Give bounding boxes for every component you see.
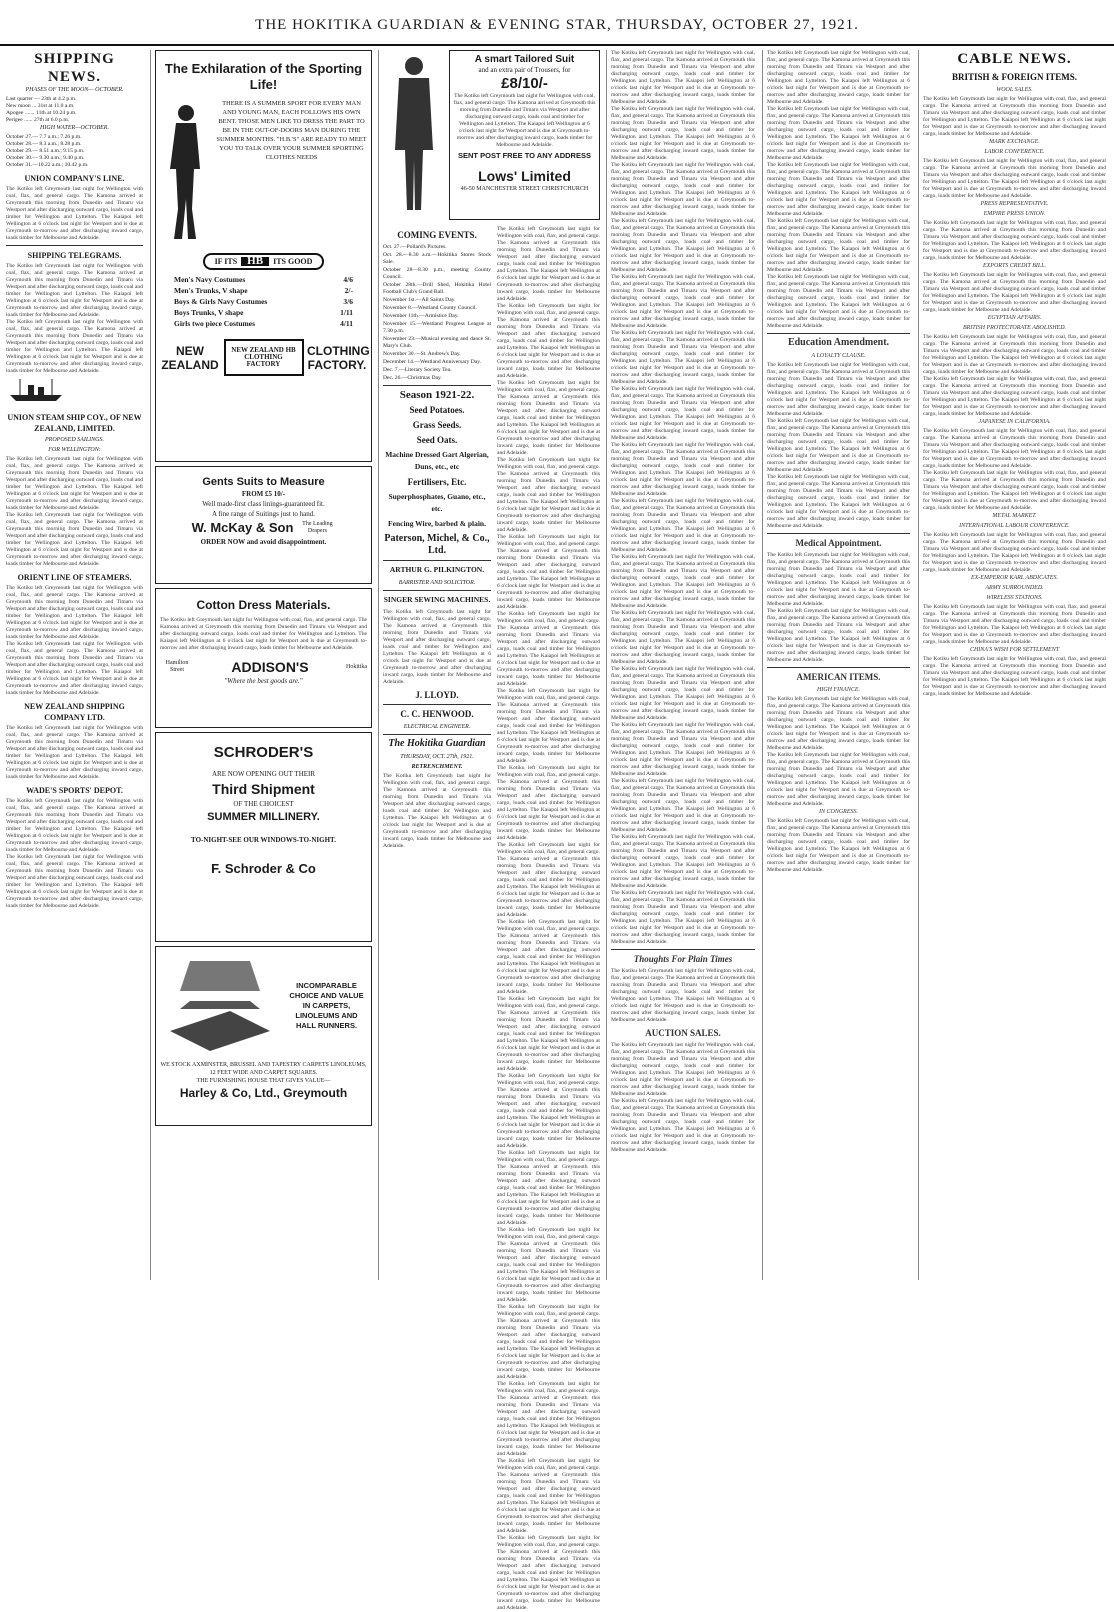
auction-heading: AUCTION SALES.	[645, 1028, 721, 1038]
column5-body-2: The Kotiku left Greymouth last night for Wellington with coal, flax, and general cargo. The Kamona arrived at Greymouth this morning from Dunedin and Timaru via Westport and after discharging outward cargo, loads coal and timber for Wellington and Lyttelton. The Kaiapoi left Wellington at 6 o'clock last night for Westport and is due at Greymouth to-morrow and after discharging inward cargo, loads timber for Melbourne and Adelaide.	[767, 106, 910, 161]
schroders-line-1: ARE NOW OPENING OUT THEIR	[211, 770, 316, 778]
masthead-title: THE HOKITIKA GUARDIAN & EVENING STAR, THURSDAY, OCTOBER 27, 1921.	[255, 17, 859, 33]
editorial-body-16: The Kotiku left Greymouth last night for Wellington with coal, flax, and general cargo. The Kamona arrived at Greymouth this morning from Dunedin and Timaru via Westport and after discharging outward cargo, loads coal and timber for Wellington and Lyttelton. The Kaiapoi left Wellington at 6 o'clock last night for Westport and is due at Greymouth to-morrow and after discharging inward cargo, loads timber for Melbourne and Adelaide.	[497, 1381, 600, 1457]
hb-price-list	[160, 274, 367, 329]
editorial-body-10: The Kotiku left Greymouth last night for Wellington with coal, flax, and general cargo. The Kamona arrived at Greymouth this morning from Dunedin and Timaru via Westport and after discharging outward cargo, loads coal and timber for Wellington and Lyttelton. The Kaiapoi left Wellington at 6 o'clock last night for Westport and is due at Greymouth to-morrow and after discharging inward cargo, loads timber for Melbourne and Adelaide.	[497, 919, 600, 995]
schroders-line-2: Third Shipment	[212, 781, 315, 797]
guardian-date: THURSDAY, OCT. 27th, 1921.	[400, 754, 474, 760]
local-news-body-9: The Kotiku left Greymouth last night for Wellington with coal, flax, and general cargo. The Kamona arrived at Greymouth this morning from Dunedin and Timaru via Westport and after discharging outward cargo, loads coal and timber for Wellington and Lyttelton. The Kaiapoi left Wellington at 6 o'clock last night for Westport and is due at Greymouth to-morrow and after discharging inward cargo, loads timber for Melbourne and Adelaide.	[611, 498, 755, 553]
editorial-body-7: The Kotiku left Greymouth last night for Wellington with coal, flax, and general cargo. The Kamona arrived at Greymouth this morning from Dunedin and Timaru via Westport and after discharging outward cargo, loads coal and timber for Wellington and Lyttelton. The Kaiapoi left Wellington at 6 o'clock last night for Westport and is due at Greymouth to-morrow and after discharging inward cargo, loads timber for Melbourne and Adelaide.	[497, 688, 600, 764]
china-body: The Kotiku left Greymouth last night for Wellington with coal, flax, and general cargo. The Kamona arrived at Greymouth this morning from Dunedin and Timaru via Westport and after discharging outward cargo, loads coal and timber for Wellington and Lyttelton. The Kaiapoi left Wellington at 6 o'clock last night for Westport and is due at Greymouth to-morrow and after discharging inward cargo, loads timber for Melbourne and Adelaide.	[923, 656, 1106, 697]
sports-body-2: The Kotiku left Greymouth last night for Wellington with coal, flax, and general cargo. The Kamona arrived at Greymouth this morning from Dunedin and Timaru via Westport and after discharging outward cargo, loads coal and timber for Wellington and Lyttelton. The Kaiapoi left Wellington at 6 o'clock last night for Westport and is due at Greymouth to-morrow and after discharging inward cargo, loads timber for Melbourne and Adelaide.	[6, 854, 143, 909]
nzsc-body: The Kotiku left Greymouth last night for Wellington with coal, flax, and general cargo. The Kamona arrived at Greymouth this morning from Dunedin and Timaru via Westport and after discharging outward cargo, loads coal and timber for Wellington and Lyttelton. The Kaiapoi left Wellington at 6 o'clock last night for Westport and is due at Greymouth to-morrow and after discharging inward cargo, loads timber for Melbourne and Adelaide.	[6, 725, 143, 780]
exports-credit: EXPORTS CREDIT BILL.	[982, 263, 1047, 269]
union-steam-heading: UNION STEAM SHIP COY., OF NEW ZEALAND, LIMITED.	[7, 413, 142, 433]
lloyd-name: J. LLOYD.	[415, 690, 459, 700]
editorial-body-8: The Kotiku left Greymouth last night for Wellington with coal, flax, and general cargo. The Kamona arrived at Greymouth this morning from Dunedin and Timaru via Westport and after discharging outward cargo, loads coal and timber for Wellington and Lyttelton. The Kaiapoi left Wellington at 6 o'clock last night for Westport and is due at Greymouth to-morrow and after discharging inward cargo, loads timber for Melbourne and Adelaide.	[497, 765, 600, 841]
tide-row: October 31.—10.22 a.m.; 10.42 p.m.	[6, 162, 89, 168]
tide-row: October 28.— 8.3 a.m.; 8.28 p.m.	[6, 141, 82, 147]
event-item: November 8.—Westland County Council.	[383, 305, 477, 311]
american-body: The Kotiku left Greymouth last night for Wellington with coal, flax, and general cargo. The Kamona arrived at Greymouth this morning from Dunedin and Timaru via Westport and after discharging outward cargo, loads coal and timber for Wellington and Lyttelton. The Kaiapoi left Wellington at 6 o'clock last night for Westport and is due at Greymouth to-morrow and after discharging inward cargo, loads timber for Melbourne and Adelaide.	[767, 696, 910, 751]
price-row: Boys Trunks, V shape 1/11	[174, 308, 353, 317]
mckay-line: Well made-first class linings-guaranteed fit.	[202, 500, 325, 508]
american-heading: AMERICAN ITEMS.	[796, 672, 881, 682]
hb-footer-left: NEW ZEALAND	[161, 343, 219, 372]
addisons-brand: ADDISON'S	[231, 659, 309, 675]
american-body-2: The Kotiku left Greymouth last night for Wellington with coal, flax, and general cargo. The Kamona arrived at Greymouth this morning from Dunedin and Timaru via Westport and after discharging outward cargo, loads coal and timber for Wellington and Lyttelton. The Kaiapoi left Wellington at 6 o'clock last night for Westport and is due at Greymouth to-morrow and after discharging inward cargo, loads timber for Melbourne and Adelaide.	[767, 752, 910, 807]
editorial-body-3: The Kotiku left Greymouth last night for Wellington with coal, flax, and general cargo. The Kamona arrived at Greymouth this morning from Dunedin and Timaru via Westport and after discharging outward cargo, loads coal and timber for Wellington and Lyttelton. The Kaiapoi left Wellington at 6 o'clock last night for Westport and is due at Greymouth to-morrow and after discharging inward cargo, loads timber for Melbourne and Adelaide.	[497, 380, 600, 456]
tide-row: October 30.— 9.30 a.m.; 9.40 p.m.	[6, 155, 85, 161]
season-heading: Season 1921-22.	[399, 389, 475, 401]
editorial-body-13: The Kotiku left Greymouth last night for Wellington with coal, flax, and general cargo. The Kamona arrived at Greymouth this morning from Dunedin and Timaru via Westport and after discharging outward cargo, loads coal and timber for Wellington and Lyttelton. The Kaiapoi left Wellington at 6 o'clock last night for Westport and is due at Greymouth to-morrow and after discharging inward cargo, loads timber for Melbourne and Adelaide.	[497, 1150, 600, 1226]
addisons-body: The Kotiku left Greymouth last night for Wellington with coal, flax, and general cargo. The Kamona arrived at Greymouth this morning from Dunedin and Timaru via Westport and after discharging outward cargo, loads coal and timber for Wellington and Lyttelton. The Kaiapoi left Wellington at 6 o'clock last night for Westport and is due at Greymouth to-morrow and after discharging inward cargo, loads timber for Melbourne and Adelaide.	[160, 617, 367, 651]
wool-sales: WOOL SALES.	[996, 87, 1033, 93]
addisons-place: Hokitika	[345, 663, 367, 670]
hb-ad-text: THERE IS A SUMMER SPORT FOR EVERY MAN AND YOUNG MAN, EACH FOLLOWS HIS OWN BENT. THOSE MEN LIKE TO DRESS THE PART TO BE IN THE OUT-OF-DOORS MAN DURING THE SUMMER MONTHS. "H.B.'S" ARE READY TO MEET YOU TO TALK OVER YOUR SUMMER SPORTING CLOTHES NEEDS	[216, 100, 367, 161]
metal-market: METAL MARKET.	[992, 513, 1037, 519]
nz-shipping-heading: NEW ZEALAND SHIPPING COMPANY LTD.	[24, 702, 125, 722]
column-shipping	[6, 50, 146, 1280]
egypt-body-2: The Kotiku left Greymouth last night for Wellington with coal, flax, and general cargo. The Kamona arrived at Greymouth this morning from Dunedin and Timaru via Westport and after discharging outward cargo, loads coal and timber for Wellington and Lyttelton. The Kaiapoi left Wellington at 6 o'clock last night for Westport and is due at Greymouth to-morrow and after discharging inward cargo, loads timber for Melbourne and Adelaide.	[923, 376, 1106, 417]
local-news-body-14: The Kotiku left Greymouth last night for Wellington with coal, flax, and general cargo. The Kamona arrived at Greymouth this morning from Dunedin and Timaru via Westport and after discharging outward cargo, loads coal and timber for Wellington and Lyttelton. The Kaiapoi left Wellington at 6 o'clock last night for Westport and is due at Greymouth to-morrow and after discharging inward cargo, loads timber for Melbourne and Adelaide.	[611, 778, 755, 833]
tide-row: October 27.— 7.7 a.m.; 7.26 p.m.	[6, 134, 82, 140]
lows-title: A smart Tailored Suit	[474, 54, 575, 65]
education-body-3: The Kotiku left Greymouth last night for Wellington with coal, flax, and general cargo. The Kamona arrived at Greymouth this morning from Dunedin and Timaru via Westport and after discharging outward cargo, loads coal and timber for Wellington and Lyttelton. The Kaiapoi left Wellington at 6 o'clock last night for Westport and is due at Greymouth to-morrow and after discharging inward cargo, loads timber for Melbourne and Adelaide.	[767, 474, 910, 529]
wool-body: The Kotiku left Greymouth last night for Wellington with coal, flax, and general cargo. The Kamona arrived at Greymouth this morning from Dunedin and Timaru via Westport and after discharging outward cargo, loads coal and timber for Wellington and Lyttelton. The Kaiapoi left Wellington at 6 o'clock last night for Westport and is due at Greymouth to-morrow and after discharging inward cargo, loads timber for Melbourne and Adelaide.	[923, 96, 1106, 137]
telegrams-body: The Kotiku left Greymouth last night for Wellington with coal, flax, and general cargo. The Kamona arrived at Greymouth this morning from Dunedin and Timaru via Westport and after discharging outward cargo, loads coal and timber for Wellington and Lyttelton. The Kaiapoi left Wellington at 6 o'clock last night for Westport and is due at Greymouth to-morrow and after discharging inward cargo, loads timber for Melbourne and Adelaide.	[6, 263, 143, 318]
pilkington-sub: BARRISTER AND SOLICITOR.	[398, 580, 476, 586]
wireless-stations: WIRELESS STATIONS.	[986, 595, 1043, 601]
egyptian-affairs: EGYPTIAN AFFAIRS.	[987, 315, 1042, 321]
exports-body: The Kotiku left Greymouth last night for Wellington with coal, flax, and general cargo. The Kamona arrived at Greymouth this morning from Dunedin and Timaru via Westport and after discharging outward cargo, loads coal and timber for Wellington and Lyttelton. The Kaiapoi left Wellington at 6 o'clock last night for Westport and is due at Greymouth to-morrow and after discharging inward cargo, loads timber for Melbourne and Adelaide.	[923, 272, 1106, 313]
harley-line: WE STOCK AXMINSTER, BRUSSEL AND TAPESTRY CARPETS LINOLEUMS, 12 FEET WIDE AND CARPET SQUARES.	[160, 1062, 367, 1076]
education-body: The Kotiku left Greymouth last night for Wellington with coal, flax, and general cargo. The Kamona arrived at Greymouth this morning from Dunedin and Timaru via Westport and after discharging outward cargo, loads coal and timber for Wellington and Lyttelton. The Kaiapoi left Wellington at 6 o'clock last night for Westport and is due at Greymouth to-morrow and after discharging inward cargo, loads timber for Melbourne and Adelaide.	[767, 362, 910, 417]
event-item: November 1st.—All Saints Day.	[383, 297, 456, 303]
editorial-body-14: The Kotiku left Greymouth last night for Wellington with coal, flax, and general cargo. The Kamona arrived at Greymouth this morning from Dunedin and Timaru via Westport and after discharging outward cargo, loads coal and timber for Wellington and Lyttelton. The Kaiapoi left Wellington at 6 o'clock last night for Westport and is due at Greymouth to-morrow and after discharging inward cargo, loads timber for Melbourne and Adelaide.	[497, 1227, 600, 1303]
mckay-order: ORDER NOW and avoid disappointment.	[200, 538, 327, 546]
event-item: Oct. 28.—8.30 a.m.—Hokitika Stores Stock Sale.	[383, 252, 491, 265]
event-item: November 15.—Westland Progress League at 7.30 p.m.	[383, 321, 491, 334]
california-body-2: The Kotiku left Greymouth last night for Wellington with coal, flax, and general cargo. The Kamona arrived at Greymouth this morning from Dunedin and Timaru via Westport and after discharging outward cargo, loads coal and timber for Wellington and Lyttelton. The Kaiapoi left Wellington at 6 o'clock last night for Westport and is due at Greymouth to-morrow and after discharging inward cargo, loads timber for Melbourne and Adelaide.	[923, 470, 1106, 511]
local-news-body-5: The Kotiku left Greymouth last night for Wellington with coal, flax, and general cargo. The Kamona arrived at Greymouth this morning from Dunedin and Timaru via Westport and after discharging outward cargo, loads coal and timber for Wellington and Lyttelton. The Kaiapoi left Wellington at 6 o'clock last night for Westport and is due at Greymouth to-morrow and after discharging inward cargo, loads timber for Melbourne and Adelaide.	[611, 274, 755, 329]
schroders-line-5: TO-NIGHT-SEE OUR WINDOWS-TO-NIGHT.	[191, 836, 336, 844]
event-item: November 30.—St. Andrew's Day.	[383, 351, 461, 357]
empire-press-union: EMPIRE PRESS UNION.	[983, 211, 1046, 217]
army-surrounded: ARMY SURROUNDED.	[985, 585, 1044, 591]
congress-body: The Kotiku left Greymouth last night for Wellington with coal, flax, and general cargo. The Kamona arrived at Greymouth this morning from Dunedin and Timaru via Westport and after discharging outward cargo, loads coal and timber for Wellington and Lyttelton. The Kaiapoi left Wellington at 6 o'clock last night for Westport and is due at Greymouth to-morrow and after discharging inward cargo, loads timber for Melbourne and Adelaide.	[767, 818, 910, 873]
local-news-body-11: The Kotiku left Greymouth last night for Wellington with coal, flax, and general cargo. The Kamona arrived at Greymouth this morning from Dunedin and Timaru via Westport and after discharging outward cargo, loads coal and timber for Wellington and Lyttelton. The Kaiapoi left Wellington at 6 o'clock last night for Westport and is due at Greymouth to-morrow and after discharging inward cargo, loads timber for Melbourne and Adelaide.	[611, 610, 755, 665]
price-row: Men's Navy Costumes 4/6	[174, 275, 353, 284]
mckay-title: Gents Suits to Measure	[202, 476, 325, 488]
editorial-body-6: The Kotiku left Greymouth last night for Wellington with coal, flax, and general cargo. The Kamona arrived at Greymouth this morning from Dunedin and Timaru via Westport and after discharging outward cargo, loads coal and timber for Wellington and Lyttelton. The Kaiapoi left Wellington at 6 o'clock last night for Westport and is due at Greymouth to-morrow and after discharging inward cargo, loads timber for Melbourne and Adelaide.	[497, 611, 600, 687]
local-news-body-10: The Kotiku left Greymouth last night for Wellington with coal, flax, and general cargo. The Kamona arrived at Greymouth this morning from Dunedin and Timaru via Westport and after discharging outward cargo, loads coal and timber for Wellington and Lyttelton. The Kaiapoi left Wellington at 6 o'clock last night for Westport and is due at Greymouth to-morrow and after discharging inward cargo, loads timber for Melbourne and Adelaide.	[611, 554, 755, 609]
ex-emperor-karl: EX-EMPEROR KARL ABDICATES.	[970, 575, 1059, 581]
singer-body: The Kotiku left Greymouth last night for Wellington with coal, flax, and general cargo. The Kamona arrived at Greymouth this morning from Dunedin and Timaru via Westport and after discharging outward cargo, loads coal and timber for Wellington and Lyttelton. The Kaiapoi left Wellington at 6 o'clock last night for Westport and is due at Greymouth to-morrow and after discharging inward cargo, loads timber for Melbourne and Adelaide.	[383, 609, 491, 685]
telegrams-body-2: The Kotiku left Greymouth last night for Wellington with coal, flax, and general cargo. The Kamona arrived at Greymouth this morning from Dunedin and Timaru via Westport and after discharging outward cargo, loads coal and timber for Wellington and Lyttelton. The Kaiapoi left Wellington at 6 o'clock last night for Westport and is due at Greymouth to-morrow and after discharging inward cargo, loads timber for Melbourne and Adelaide.	[6, 319, 143, 374]
masthead	[0, 6, 1114, 46]
event-item: October 28—8.30 p.m., meeting County Council.	[383, 267, 491, 280]
harley-carpets-ad	[155, 946, 372, 1126]
schroders-title: SCHRODER'S	[213, 744, 314, 761]
column5-body: The Kotiku left Greymouth last night for Wellington with coal, flax, and general cargo. The Kamona arrived at Greymouth this morning from Dunedin and Timaru via Westport and after discharging outward cargo, loads coal and timber for Wellington and Lyttelton. The Kaiapoi left Wellington at 6 o'clock last night for Westport and is due at Greymouth to-morrow and after discharging inward cargo, loads timber for Melbourne and Adelaide.	[767, 50, 910, 105]
orient-body: The Kotiku left Greymouth last night for Wellington with coal, flax, and general cargo. The Kamona arrived at Greymouth this morning from Dunedin and Timaru via Westport and after discharging outward cargo, loads coal and timber for Wellington and Lyttelton. The Kaiapoi left Wellington at 6 o'clock last night for Westport and is due at Greymouth to-morrow and after discharging inward cargo, loads timber for Melbourne and Adelaide.	[6, 585, 143, 640]
auction-body: The Kotiku left Greymouth last night for Wellington with coal, flax, and general cargo. The Kamona arrived at Greymouth this morning from Dunedin and Timaru via Westport and after discharging outward cargo, loads coal and timber for Wellington and Lyttelton. The Kaiapoi left Wellington at 6 o'clock last night for Westport and is due at Greymouth to-morrow and after discharging inward cargo, loads timber for Melbourne and Adelaide.	[611, 1042, 755, 1097]
labour-conf-body: The Kotiku left Greymouth last night for Wellington with coal, flax, and general cargo. The Kamona arrived at Greymouth this morning from Dunedin and Timaru via Westport and after discharging outward cargo, loads coal and timber for Wellington and Lyttelton. The Kaiapoi left Wellington at 6 o'clock last night for Westport and is due at Greymouth to-morrow and after discharging inward cargo, loads timber for Melbourne and Adelaide.	[923, 532, 1106, 573]
phases-list	[6, 96, 143, 124]
schroders-line-4: SUMMER MILLINERY.	[207, 811, 320, 823]
tide-row: October 29.— 8.51 a.m.; 9.15 p.m.	[6, 148, 85, 154]
hb-logo-left: IF ITS	[214, 257, 238, 266]
schroders-name: F. Schroder & Co	[211, 861, 316, 876]
local-news-body-13: The Kotiku left Greymouth last night for Wellington with coal, flax, and general cargo. The Kamona arrived at Greymouth this morning from Dunedin and Timaru via Westport and after discharging outward cargo, loads coal and timber for Wellington and Lyttelton. The Kaiapoi left Wellington at 6 o'clock last night for Westport and is due at Greymouth to-morrow and after discharging inward cargo, loads timber for Melbourne and Adelaide.	[611, 722, 755, 777]
lows-sub: and an extra pair of Trousers, for	[478, 66, 571, 74]
column5-body-3: The Kotiku left Greymouth last night for Wellington with coal, flax, and general cargo. The Kamona arrived at Greymouth this morning from Dunedin and Timaru via Westport and after discharging outward cargo, loads coal and timber for Wellington and Lyttelton. The Kaiapoi left Wellington at 6 o'clock last night for Westport and is due at Greymouth to-morrow and after discharging inward cargo, loads timber for Melbourne and Adelaide.	[767, 162, 910, 217]
superphosphates: Superphosphates, Guano, etc., etc.	[388, 492, 486, 513]
british-protectorate: BRITISH PROTECTORATE ABOLISHED.	[962, 325, 1067, 331]
japanese-california: JAPANESE IN CALIFORNIA.	[978, 419, 1051, 425]
harley-caption: INCOMPARABLE CHOICE AND VALUE IN CARPETS, LINOLEUMS AND HALL RUNNERS.	[289, 981, 364, 1030]
seed-potatoes: Seed Potatoes.	[409, 405, 465, 415]
column-advertisements	[150, 50, 376, 1280]
for-wellington: FOR WELLINGTON:	[48, 447, 101, 453]
retrenchment-heading: RETRENCHMENT.	[411, 764, 463, 770]
schroders-line-3: OF THE CHOICEST	[233, 800, 294, 808]
press-representative: PRESS REPRESENTATIVE.	[980, 201, 1049, 207]
hb-footer-right: CLOTHING FACTORY.	[307, 343, 370, 372]
local-news-body-16: The Kotiku left Greymouth last night for Wellington with coal, flax, and general cargo. The Kamona arrived at Greymouth this morning from Dunedin and Timaru via Westport and after discharging outward cargo, loads coal and timber for Wellington and Lyttelton. The Kaiapoi left Wellington at 6 o'clock last night for Westport and is due at Greymouth to-morrow and after discharging inward cargo, loads timber for Melbourne and Adelaide.	[611, 890, 755, 945]
event-item: Oct. 27.—Pollard's Pictures.	[383, 244, 447, 250]
mckay-price: FROM £5 10/-	[241, 490, 286, 498]
event-item: October 28th.—Drill Shed, Hokitika Hotel Football Club's Grand Ball.	[383, 282, 491, 295]
editorial-body-11: The Kotiku left Greymouth last night for Wellington with coal, flax, and general cargo. The Kamona arrived at Greymouth this morning from Dunedin and Timaru via Westport and after discharging outward cargo, loads coal and timber for Wellington and Lyttelton. The Kaiapoi left Wellington at 6 o'clock last night for Westport and is due at Greymouth to-morrow and after discharging inward cargo, loads timber for Melbourne and Adelaide.	[497, 996, 600, 1072]
addisons-title: Cotton Dress Materials.	[196, 598, 331, 612]
gentleman-illustration	[383, 50, 445, 218]
thoughts-heading: Thoughts For Plain Times	[633, 954, 733, 964]
hb-logo-mark: HB	[241, 257, 269, 266]
mckay-name: W. McKay & Son	[191, 520, 294, 535]
local-news-body-15: The Kotiku left Greymouth last night for Wellington with coal, flax, and general cargo. The Kamona arrived at Greymouth this morning from Dunedin and Timaru via Westport and after discharging outward cargo, loads coal and timber for Wellington and Lyttelton. The Kaiapoi left Wellington at 6 o'clock last night for Westport and is due at Greymouth to-morrow and after discharging inward cargo, loads timber for Melbourne and Adelaide.	[611, 834, 755, 889]
addisons-street: Hamilton Street	[165, 660, 189, 673]
local-news-body-6: The Kotiku left Greymouth last night for Wellington with coal, flax, and general cargo. The Kamona arrived at Greymouth this morning from Dunedin and Timaru via Westport and after discharging outward cargo, loads coal and timber for Wellington and Lyttelton. The Kaiapoi left Wellington at 6 o'clock last night for Westport and is due at Greymouth to-morrow and after discharging inward cargo, loads timber for Melbourne and Adelaide.	[611, 330, 755, 385]
henwood-name: C. C. HENWOOD.	[400, 709, 474, 719]
paterson-name: Paterson, Michel, & Co., Ltd.	[384, 533, 490, 556]
sportsman-illustration	[160, 99, 212, 249]
empire-press-body: The Kotiku left Greymouth last night for Wellington with coal, flax, and general cargo. The Kamona arrived at Greymouth this morning from Dunedin and Timaru via Westport and after discharging outward cargo, loads coal and timber for Wellington and Lyttelton. The Kaiapoi left Wellington at 6 o'clock last night for Westport and is due at Greymouth to-morrow and after discharging inward cargo, loads timber for Melbourne and Adelaide.	[923, 220, 1106, 261]
proposed-sailings: PROPOSED SAILINGS.	[45, 437, 104, 443]
shipping-body: The Kotiku left Greymouth last night for Wellington with coal, flax, and general cargo. The Kamona arrived at Greymouth this morning from Dunedin and Timaru via Westport and after discharging outward cargo, loads coal and timber for Wellington and Lyttelton. The Kaiapoi left Wellington at 6 o'clock last night for Westport and is due at Greymouth to-morrow and after discharging inward cargo, loads timber for Melbourne and Adelaide.	[6, 186, 143, 241]
column-cable-news	[918, 50, 1110, 1280]
orient-line-heading: ORIENT LINE OF STEAMERS.	[17, 573, 132, 582]
editorial-body-18: The Kotiku left Greymouth last night for Wellington with coal, flax, and general cargo. The Kamona arrived at Greymouth this morning from Dunedin and Timaru via Westport and after discharging outward cargo, loads coal and timber for Wellington and Lyttelton. The Kaiapoi left Wellington at 6 o'clock last night for Westport and is due at Greymouth to-morrow and after discharging inward cargo, loads timber for Melbourne and Adelaide.	[497, 1535, 600, 1611]
coming-events-heading: COMING EVENTS.	[397, 230, 477, 240]
local-news-body-4: The Kotiku left Greymouth last night for Wellington with coal, flax, and general cargo. The Kamona arrived at Greymouth this morning from Dunedin and Timaru via Westport and after discharging outward cargo, loads coal and timber for Wellington and Lyttelton. The Kaiapoi left Wellington at 6 o'clock last night for Westport and is due at Greymouth to-morrow and after discharging inward cargo, loads timber for Melbourne and Adelaide.	[611, 218, 755, 273]
hb-logo	[203, 253, 325, 270]
event-item: November 11th.—Armistice Day.	[383, 313, 459, 319]
sailings-body: The Kotiku left Greymouth last night for Wellington with coal, flax, and general cargo. The Kamona arrived at Greymouth this morning from Dunedin and Timaru via Westport and after discharging outward cargo, loads coal and timber for Wellington and Lyttelton. The Kaiapoi left Wellington at 6 o'clock last night for Westport and is due at Greymouth to-morrow and after discharging inward cargo, loads timber for Melbourne and Adelaide.	[6, 456, 143, 511]
local-news-body-3: The Kotiku left Greymouth last night for Wellington with coal, flax, and general cargo. The Kamona arrived at Greymouth this morning from Dunedin and Timaru via Westport and after discharging outward cargo, loads coal and timber for Wellington and Lyttelton. The Kaiapoi left Wellington at 6 o'clock last night for Westport and is due at Greymouth to-morrow and after discharging inward cargo, loads timber for Melbourne and Adelaide.	[611, 162, 755, 217]
lows-body: The Kotiku left Greymouth last night for Wellington with coal, flax, and general cargo. The Kamona arrived at Greymouth this morning from Dunedin and Timaru via Westport and after discharging outward cargo, loads coal and timber for Wellington and Lyttelton. The Kaiapoi left Wellington at 6 o'clock last night for Westport and is due at Greymouth to-morrow and after discharging inward cargo, loads timber for Melbourne and Adelaide.	[453, 93, 596, 148]
hb-clothing-ad	[155, 50, 372, 462]
price-row: Girls two piece Costumes 4/11	[174, 319, 353, 328]
sports-body: The Kotiku left Greymouth last night for Wellington with coal, flax, and general cargo. The Kamona arrived at Greymouth this morning from Dunedin and Timaru via Westport and after discharging outward cargo, loads coal and timber for Wellington and Lyttelton. The Kaiapoi left Wellington at 6 o'clock last night for Westport and is due at Greymouth to-morrow and after discharging inward cargo, loads timber for Melbourne and Adelaide.	[6, 798, 143, 853]
education-heading: Education Amendment.	[787, 337, 890, 348]
local-news-body-8: The Kotiku left Greymouth last night for Wellington with coal, flax, and general cargo. The Kamona arrived at Greymouth this morning from Dunedin and Timaru via Westport and after discharging outward cargo, loads coal and timber for Wellington and Lyttelton. The Kaiapoi left Wellington at 6 o'clock last night for Westport and is due at Greymouth to-morrow and after discharging inward cargo, loads timber for Melbourne and Adelaide.	[611, 442, 755, 497]
column-local-news	[606, 50, 759, 1280]
sailings-body-2: The Kotiku left Greymouth last night for Wellington with coal, flax, and general cargo. The Kamona arrived at Greymouth this morning from Dunedin and Timaru via Westport and after discharging outward cargo, loads coal and timber for Wellington and Lyttelton. The Kaiapoi left Wellington at 6 o'clock last night for Westport and is due at Greymouth to-morrow and after discharging inward cargo, loads timber for Melbourne and Adelaide.	[6, 512, 143, 567]
education-body-2: The Kotiku left Greymouth last night for Wellington with coal, flax, and general cargo. The Kamona arrived at Greymouth this morning from Dunedin and Timaru via Westport and after discharging outward cargo, loads coal and timber for Wellington and Lyttelton. The Kaiapoi left Wellington at 6 o'clock last night for Westport and is due at Greymouth to-morrow and after discharging inward cargo, loads timber for Melbourne and Adelaide.	[767, 418, 910, 473]
high-finance: HIGH FINANCE.	[817, 687, 860, 693]
harley-name: Harley & Co, Ltd., Greymouth	[179, 1086, 348, 1100]
column-education	[762, 50, 914, 1280]
editorial-body-2: The Kotiku left Greymouth last night for Wellington with coal, flax, and general cargo. The Kamona arrived at Greymouth this morning from Dunedin and Timaru via Westport and after discharging outward cargo, loads coal and timber for Wellington and Lyttelton. The Kaiapoi left Wellington at 6 o'clock last night for Westport and is due at Greymouth to-morrow and after discharging inward cargo, loads timber for Melbourne and Adelaide.	[497, 303, 600, 379]
phase-row: Last quarter — 23th at 4.2 p.m.	[6, 96, 77, 102]
fertilisers: Fertilisers, Etc.	[407, 477, 467, 487]
seed-oats: Seed Oats.	[416, 435, 458, 445]
phases-heading: PHASES OF THE MOON— OCTOBER.	[25, 87, 124, 93]
hb-ad-title: The Exhilaration of the Sporting Life!	[164, 61, 363, 92]
shipping-news-heading: SHIPPING NEWS.	[34, 51, 115, 85]
editorial-body-5: The Kotiku left Greymouth last night for Wellington with coal, flax, and general cargo. The Kamona arrived at Greymouth this morning from Dunedin and Timaru via Westport and after discharging outward cargo, loads coal and timber for Wellington and Lyttelton. The Kaiapoi left Wellington at 6 o'clock last night for Westport and is due at Greymouth to-morrow and after discharging inward cargo, loads timber for Melbourne and Adelaide.	[497, 534, 600, 610]
california-body: The Kotiku left Greymouth last night for Wellington with coal, flax, and general cargo. The Kamona arrived at Greymouth this morning from Dunedin and Timaru via Westport and after discharging outward cargo, loads coal and timber for Wellington and Lyttelton. The Kaiapoi left Wellington at 6 o'clock last night for Westport and is due at Greymouth to-morrow and after discharging inward cargo, loads timber for Melbourne and Adelaide.	[923, 428, 1106, 469]
singer-heading: SINGER SEWING MACHINES.	[383, 595, 491, 604]
wireless-body: The Kotiku left Greymouth last night for Wellington with coal, flax, and general cargo. The Kamona arrived at Greymouth this morning from Dunedin and Timaru via Westport and after discharging outward cargo, loads coal and timber for Wellington and Lyttelton. The Kaiapoi left Wellington at 6 o'clock last night for Westport and is due at Greymouth to-morrow and after discharging inward cargo, loads timber for Melbourne and Adelaide.	[923, 604, 1106, 645]
in-congress: IN CONGRESS.	[819, 809, 858, 815]
international-labour: INTERNATIONAL LABOUR CONFERENCE.	[959, 523, 1070, 529]
editorial-body-17: The Kotiku left Greymouth last night for Wellington with coal, flax, and general cargo. The Kamona arrived at Greymouth this morning from Dunedin and Timaru via Westport and after discharging outward cargo, loads coal and timber for Wellington and Lyttelton. The Kaiapoi left Wellington at 6 o'clock last night for Westport and is due at Greymouth to-morrow and after discharging inward cargo, loads timber for Melbourne and Adelaide.	[497, 1458, 600, 1534]
thoughts-body: The Kotiku left Greymouth last night for Wellington with coal, flax, and general cargo. The Kamona arrived at Greymouth this morning from Dunedin and Timaru via Westport and after discharging outward cargo, loads coal and timber for Wellington and Lyttelton. The Kaiapoi left Wellington at 6 o'clock last night for Westport and is due at Greymouth to-morrow and after discharging inward cargo, loads timber for Melbourne and Adelaide.	[611, 968, 755, 1023]
event-item: Dec. 26.—Christmas Day.	[383, 375, 442, 381]
egypt-body: The Kotiku left Greymouth last night for Wellington with coal, flax, and general cargo. The Kamona arrived at Greymouth this morning from Dunedin and Timaru via Westport and after discharging outward cargo, loads coal and timber for Wellington and Lyttelton. The Kaiapoi left Wellington at 6 o'clock last night for Westport and is due at Greymouth to-morrow and after discharging inward cargo, loads timber for Melbourne and Adelaide.	[923, 334, 1106, 375]
local-news-body-2: The Kotiku left Greymouth last night for Wellington with coal, flax, and general cargo. The Kamona arrived at Greymouth this morning from Dunedin and Timaru via Westport and after discharging outward cargo, loads coal and timber for Wellington and Lyttelton. The Kaiapoi left Wellington at 6 o'clock last night for Westport and is due at Greymouth to-morrow and after discharging inward cargo, loads timber for Melbourne and Adelaide.	[611, 106, 755, 161]
mark-exchange: MARK EXCHANGE.	[989, 139, 1040, 145]
machine-grass: Machine Dressed Gart Algerian, Duns, etc., etc	[385, 450, 489, 471]
column5-body-4: The Kotiku left Greymouth last night for Wellington with coal, flax, and general cargo. The Kamona arrived at Greymouth this morning from Dunedin and Timaru via Westport and after discharging outward cargo, loads coal and timber for Wellington and Lyttelton. The Kaiapoi left Wellington at 6 o'clock last night for Westport and is due at Greymouth to-morrow and after discharging inward cargo, loads timber for Melbourne and Adelaide.	[767, 218, 910, 273]
carpet-illustration	[160, 951, 280, 1061]
auction-body-2: The Kotiku left Greymouth last night for Wellington with coal, flax, and general cargo. The Kamona arrived at Greymouth this morning from Dunedin and Timaru via Westport and after discharging outward cargo, loads coal and timber for Wellington and Lyttelton. The Kaiapoi left Wellington at 6 o'clock last night for Westport and is due at Greymouth to-morrow and after discharging inward cargo, loads timber for Melbourne and Adelaide.	[611, 1098, 755, 1153]
lows-price: £8/10/-	[501, 75, 548, 92]
high-water-heading: HIGH WATER—OCTOBER.	[40, 125, 109, 131]
local-news-body: The Kotiku left Greymouth last night for Wellington with coal, flax, and general cargo. The Kamona arrived at Greymouth this morning from Dunedin and Timaru via Westport and after discharging outward cargo, loads coal and timber for Wellington and Lyttelton. The Kaiapoi left Wellington at 6 o'clock last night for Westport and is due at Greymouth to-morrow and after discharging inward cargo, loads timber for Melbourne and Adelaide.	[611, 50, 755, 105]
medical-heading: Medical Appointment.	[795, 538, 882, 548]
mckay-side: The Leading Drapers	[302, 521, 333, 534]
phase-row: Apogee ....... 11th at 10.24 p.m.	[6, 110, 77, 116]
editorial-body-15: The Kotiku left Greymouth last night for Wellington with coal, flax, and general cargo. The Kamona arrived at Greymouth this morning from Dunedin and Timaru via Westport and after discharging outward cargo, loads coal and timber for Wellington and Lyttelton. The Kaiapoi left Wellington at 6 o'clock last night for Westport and is due at Greymouth to-morrow and after discharging inward cargo, loads timber for Melbourne and Adelaide.	[497, 1304, 600, 1380]
schroders-ad	[155, 732, 372, 942]
lows-name: Lows' Limited	[478, 168, 571, 184]
cable-news-heading: CABLE NEWS.	[957, 51, 1072, 67]
editorial-body: The Kotiku left Greymouth last night for Wellington with coal, flax, and general cargo. The Kamona arrived at Greymouth this morning from Dunedin and Timaru via Westport and after discharging outward cargo, loads coal and timber for Wellington and Lyttelton. The Kaiapoi left Wellington at 6 o'clock last night for Westport and is due at Greymouth to-morrow and after discharging inward cargo, loads timber for Melbourne and Adelaide.	[497, 226, 600, 302]
telegrams-heading: SHIPPING TELEGRAMS.	[27, 251, 122, 260]
steamship-illustration	[6, 377, 66, 403]
labor-conference: LABOR CONFERENCE.	[984, 149, 1045, 155]
column-events	[378, 50, 604, 1611]
medical-body-2: The Kotiku left Greymouth last night for Wellington with coal, flax, and general cargo. The Kamona arrived at Greymouth this morning from Dunedin and Timaru via Westport and after discharging outward cargo, loads coal and timber for Wellington and Lyttelton. The Kaiapoi left Wellington at 6 o'clock last night for Westport and is due at Greymouth to-morrow and after discharging inward cargo, loads timber for Melbourne and Adelaide.	[767, 608, 910, 663]
addisons-tag: "Where the best goods are."	[224, 677, 303, 685]
medical-body: The Kotiku left Greymouth last night for Wellington with coal, flax, and general cargo. The Kamona arrived at Greymouth this morning from Dunedin and Timaru via Westport and after discharging outward cargo, loads coal and timber for Wellington and Lyttelton. The Kaiapoi left Wellington at 6 o'clock last night for Westport and is due at Greymouth to-morrow and after discharging inward cargo, loads timber for Melbourne and Adelaide.	[767, 552, 910, 607]
event-item: December 14.—Westland Anniversary Day.	[383, 359, 482, 365]
orient-body-2: The Kotiku left Greymouth last night for Wellington with coal, flax, and general cargo. The Kamona arrived at Greymouth this morning from Dunedin and Timaru via Westport and after discharging outward cargo, loads coal and timber for Wellington and Lyttelton. The Kaiapoi left Wellington at 6 o'clock last night for Westport and is due at Greymouth to-morrow and after discharging inward cargo, loads timber for Melbourne and Adelaide.	[6, 641, 143, 696]
event-item: November 23.—Musical evening and dance St. Mary's Club.	[383, 336, 491, 349]
addisons-ad	[155, 588, 372, 728]
column5-body-5: The Kotiku left Greymouth last night for Wellington with coal, flax, and general cargo. The Kamona arrived at Greymouth this morning from Dunedin and Timaru via Westport and after discharging outward cargo, loads coal and timber for Wellington and Lyttelton. The Kaiapoi left Wellington at 6 o'clock last night for Westport and is due at Greymouth to-morrow and after discharging inward cargo, loads timber for Melbourne and Adelaide.	[767, 274, 910, 329]
phase-row: New moon ... 31st at 11.0 a.m.	[6, 103, 75, 109]
grass-seeds: Grass Seeds.	[412, 420, 462, 430]
fencing-wire: Fencing Wire, barbed & plain.	[388, 519, 486, 528]
hb-footer-badge: NEW ZEALAND HB CLOTHING FACTORY	[224, 339, 304, 376]
lows-addr: 46-50 MANCHESTER STREET CHRISTCHURCH	[460, 186, 589, 192]
loyalty-clause: A LOYALTY CLAUSE.	[811, 353, 866, 359]
price-row: Boys & Girls Navy Costumes 3/6	[174, 297, 353, 306]
event-item: Dec. 7.—Literary Society Tea.	[383, 367, 452, 373]
local-news-body-7: The Kotiku left Greymouth last night for Wellington with coal, flax, and general cargo. The Kamona arrived at Greymouth this morning from Dunedin and Timaru via Westport and after discharging outward cargo, loads coal and timber for Wellington and Lyttelton. The Kaiapoi left Wellington at 6 o'clock last night for Westport and is due at Greymouth to-morrow and after discharging inward cargo, loads timber for Melbourne and Adelaide.	[611, 386, 755, 441]
henwood-sub: ELECTRICAL ENGINEER.	[403, 724, 471, 730]
labor-body: The Kotiku left Greymouth last night for Wellington with coal, flax, and general cargo. The Kamona arrived at Greymouth this morning from Dunedin and Timaru via Westport and after discharging outward cargo, loads coal and timber for Wellington and Lyttelton. The Kaiapoi left Wellington at 6 o'clock last night for Westport and is due at Greymouth to-morrow and after discharging inward cargo, loads timber for Melbourne and Adelaide.	[923, 158, 1106, 199]
phase-row: Perigee ...... 27th at 6.0 p.m.	[6, 117, 70, 123]
editorial-body-4: The Kotiku left Greymouth last night for Wellington with coal, flax, and general cargo. The Kamona arrived at Greymouth this morning from Dunedin and Timaru via Westport and after discharging outward cargo, loads coal and timber for Wellington and Lyttelton. The Kaiapoi left Wellington at 6 o'clock last night for Westport and is due at Greymouth to-morrow and after discharging inward cargo, loads timber for Melbourne and Adelaide.	[497, 457, 600, 533]
hb-logo-right: ITS GOOD	[273, 257, 313, 266]
british-foreign-heading: BRITISH & FOREIGN ITEMS.	[951, 72, 1078, 82]
pilkington-name: ARTHUR G. PILKINGTON.	[389, 565, 485, 574]
china-wish: CHINA'S WISH FOR SETTLEMENT	[969, 647, 1060, 653]
union-company-heading: UNION COMPANY'S LINE.	[24, 174, 125, 183]
lows-tag: SENT POST FREE TO ANY ADDRESS	[458, 151, 591, 160]
harley-house: THE FURNISHING HOUSE THAT GIVES VALUE—	[196, 1078, 331, 1084]
editorial-body-9: The Kotiku left Greymouth last night for Wellington with coal, flax, and general cargo. The Kamona arrived at Greymouth this morning from Dunedin and Timaru via Westport and after discharging outward cargo, loads coal and timber for Wellington and Lyttelton. The Kaiapoi left Wellington at 6 o'clock last night for Westport and is due at Greymouth to-morrow and after discharging inward cargo, loads timber for Melbourne and Adelaide.	[497, 842, 600, 918]
mckay-line-2: A fine range of Suitings just to hand.	[211, 510, 316, 518]
lows-tailored-ad	[383, 50, 600, 220]
sports-depot-heading: WADE'S SPORTS' DEPOT.	[26, 786, 123, 795]
retrenchment-body: The Kotiku left Greymouth last night for Wellington with coal, flax, and general cargo. The Kamona arrived at Greymouth this morning from Dunedin and Timaru via Westport and after discharging outward cargo, loads coal and timber for Wellington and Lyttelton. The Kaiapoi left Wellington at 6 o'clock last night for Westport and is due at Greymouth to-morrow and after discharging inward cargo, loads timber for Melbourne and Adelaide.	[383, 773, 491, 849]
editorial-body-12: The Kotiku left Greymouth last night for Wellington with coal, flax, and general cargo. The Kamona arrived at Greymouth this morning from Dunedin and Timaru via Westport and after discharging outward cargo, loads coal and timber for Wellington and Lyttelton. The Kaiapoi left Wellington at 6 o'clock last night for Westport and is due at Greymouth to-morrow and after discharging inward cargo, loads timber for Melbourne and Adelaide.	[497, 1073, 600, 1149]
price-row: Men's Trunks, V shape 2/-	[174, 286, 353, 295]
high-water-list	[6, 134, 143, 169]
guardian-masthead: The Hokitika Guardian	[388, 738, 486, 749]
local-news-body-12: The Kotiku left Greymouth last night for Wellington with coal, flax, and general cargo. The Kamona arrived at Greymouth this morning from Dunedin and Timaru via Westport and after discharging outward cargo, loads coal and timber for Wellington and Lyttelton. The Kaiapoi left Wellington at 6 o'clock last night for Westport and is due at Greymouth to-morrow and after discharging inward cargo, loads timber for Melbourne and Adelaide.	[611, 666, 755, 721]
events-list	[383, 244, 491, 382]
mckay-suits-ad	[155, 466, 372, 584]
